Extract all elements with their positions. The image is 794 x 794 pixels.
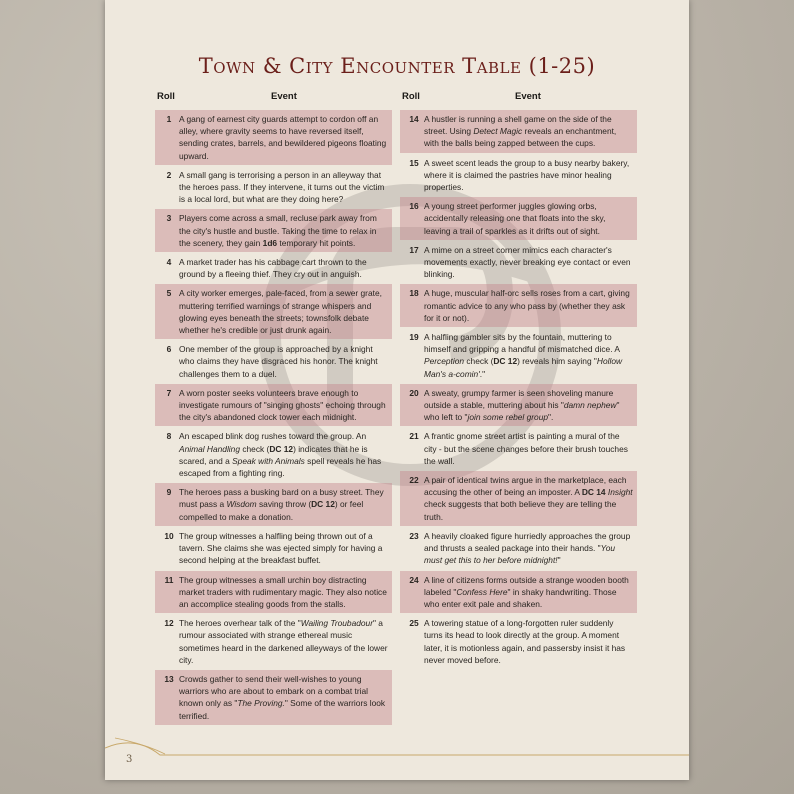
event-text-part: " a rumour associated with strange ethereal music sometimes heard in the darkened alleyways of the lower city. xyxy=(179,618,388,665)
event-text xyxy=(179,256,388,280)
event-text xyxy=(424,387,633,424)
table-row xyxy=(155,427,392,482)
table-row xyxy=(155,209,392,252)
event-text-part: " who left to " xyxy=(424,400,620,423)
event-text-part: A huge, muscular half-orc sells roses from a cart, giving romantic advice to any who pass by (whether they ask for it or not). xyxy=(424,288,630,323)
event-text-part: The group witnesses a small urchin boy distracting market traders with rudimentary magic. They also notice an accomplice stealing goods from the stalls. xyxy=(179,574,387,609)
roll-number: 4 xyxy=(166,257,172,268)
event-text xyxy=(179,169,388,206)
event-text-part: saving throw ( xyxy=(256,499,312,510)
event-text xyxy=(179,113,388,162)
event-text-part: check ( xyxy=(240,443,270,454)
table-row xyxy=(400,527,637,570)
event-text xyxy=(179,530,388,567)
roll-number: 23 xyxy=(409,530,419,541)
event-text-part: A hustler is running a shell game on the side of the street. Using xyxy=(424,114,612,137)
event-text-italic: Hollow Man's a-comin' xyxy=(424,356,623,379)
table-row xyxy=(155,384,392,427)
event-text-part: A young street performer juggles glowing orbs, accidentally releasing one that floats into the sky, leaving a trail of sparkles as it drifts out of sight. xyxy=(424,201,606,236)
table-row xyxy=(155,571,392,614)
event-text-part: A line of citizens forms outside a strange wooden booth labeled " xyxy=(424,574,629,597)
event-text-part: A city worker emerges, pale-faced, from a sewer grate, muttering terrified warnings of strange whispers and glowing eyes beneath the streets; townsfolk debate whether he's credible or just drunk again. xyxy=(179,288,382,336)
event-text-part: " Some of the warriors look terrified. xyxy=(179,698,386,721)
event-text xyxy=(179,673,388,722)
roll-number: 6 xyxy=(166,344,172,355)
encounter-table-right xyxy=(400,110,637,670)
event-text-part: One member of the group is approached by a knight who claims they have disgraced his honor. The knight challenges them to a duel. xyxy=(179,344,378,379)
event-text xyxy=(179,343,388,380)
encounter-table-left xyxy=(155,110,392,726)
event-text xyxy=(424,287,633,324)
event-text-italic: You must get this to her before midnight! xyxy=(424,543,616,566)
roll-number: 16 xyxy=(409,201,419,212)
event-text-part: ) reveals him saying " xyxy=(517,356,597,367)
roll-number: 11 xyxy=(164,574,174,585)
flourish-divider xyxy=(105,730,689,760)
table-row xyxy=(155,340,392,383)
event-text-part: A sweaty, grumpy farmer is seen shoveling manure outside a stable, muttering about his " xyxy=(424,387,614,411)
event-text-part: A market trader has his cabbage cart thrown to the ground by a fleeing thief. They cry out in anguish. xyxy=(179,257,367,280)
event-text-part: The heroes pass a busking bard on a busy street. They must pass a xyxy=(179,487,384,510)
event-text-part: A worn poster seeks volunteers brave enough to investigate rumours of "singing ghosts" echoing through the city's abandoned clock tower each midnight. xyxy=(179,387,386,423)
event-text-italic: The Proving. xyxy=(237,698,285,709)
roll-number: 18 xyxy=(409,288,419,299)
roll-number: 3 xyxy=(166,213,172,224)
page xyxy=(105,0,689,780)
roll-number: 9 xyxy=(166,487,172,498)
event-text xyxy=(424,474,633,523)
page-title: Town & City Encounter Table (1-25) xyxy=(198,54,596,78)
event-text-italic: Insight xyxy=(607,487,633,498)
event-text-part: " xyxy=(557,555,561,566)
roll-number: 15 xyxy=(409,157,419,168)
event-text-italic: Perception xyxy=(424,356,465,367)
event-text-bold: DC 12 xyxy=(493,356,518,367)
table-row xyxy=(155,253,392,283)
event-text xyxy=(179,212,388,249)
table-row xyxy=(400,241,637,284)
table-row xyxy=(155,614,392,669)
header-roll-right: Roll xyxy=(402,91,420,102)
roll-number: 7 xyxy=(166,387,172,398)
event-text-part: A small gang is terrorising a person in an alleyway that the heroes pass. If they intervene, it turns out the victim is a local lord, but what are they doing here? xyxy=(179,169,385,205)
roll-number: 1 xyxy=(166,114,172,124)
table-row xyxy=(400,384,637,427)
event-text xyxy=(424,113,633,150)
event-text xyxy=(179,430,388,479)
table-row xyxy=(400,427,637,470)
event-text-bold: DC 12 xyxy=(311,499,335,510)
event-text-part: temporary hit points. xyxy=(277,237,356,248)
roll-number: 10 xyxy=(164,530,174,541)
table-row xyxy=(400,614,637,669)
roll-number: 19 xyxy=(409,332,419,343)
event-text xyxy=(424,331,633,380)
event-text-part: A gang of earnest city guards attempt to cordon off an alley, where gravity seems to have reversed itself, sending crates, barrels, and bewildered pigeons floating upward. xyxy=(179,114,387,161)
table-row xyxy=(400,284,637,327)
table-row xyxy=(155,110,392,165)
event-text-part: The group witnesses a halfling being thrown out of a tavern. She claims she was ejected simply for having a second helping at the breakfast buffet. xyxy=(179,530,383,566)
event-text xyxy=(424,200,633,237)
event-text xyxy=(424,244,633,281)
event-text-italic: Wisdom xyxy=(226,499,257,510)
roll-number: 20 xyxy=(409,387,419,398)
table-row xyxy=(155,527,392,570)
event-text-bold: 1d6 xyxy=(262,237,278,248)
roll-number: 22 xyxy=(409,475,419,486)
header-roll-left: Roll xyxy=(157,91,175,102)
event-text-part: Crowds gather to send their well-wishes to young warriors who are about to embark on a combat trial known only as " xyxy=(179,673,368,709)
event-text-part: A heavily cloaked figure hurriedly approaches the group and thrusts a sealed package into their hands. " xyxy=(424,530,631,554)
event-text-italic: Detect Magic xyxy=(473,126,523,137)
roll-number: 24 xyxy=(409,574,419,585)
event-text-italic: Animal Handling xyxy=(179,443,240,454)
event-text xyxy=(424,574,633,611)
event-text xyxy=(179,617,388,666)
roll-number: 13 xyxy=(164,673,174,684)
table-row xyxy=(400,571,637,614)
event-text-part: " in shaky handwriting. Those who enter exit pale and shaken. xyxy=(424,586,617,609)
roll-number: 14 xyxy=(409,114,419,124)
event-text-part: ) or feel compelled to make a donation. xyxy=(179,499,364,522)
event-text-part: The heroes overhear talk of the " xyxy=(179,618,301,629)
event-text-bold: DC 14 xyxy=(581,487,606,498)
event-text xyxy=(424,430,633,467)
header-event-left: Event xyxy=(271,91,297,102)
event-text-italic: Speak with Animals xyxy=(232,455,305,466)
event-text-part: An escaped blink dog rushes toward the group. An xyxy=(179,431,367,442)
table-row xyxy=(155,284,392,339)
header-event-right: Event xyxy=(515,91,541,102)
event-text-part: A towering statue of a long-forgotten ruler suddenly turns its head to look directly at the group. A moment later, it is motionless again, and passersby insist it has never moved before. xyxy=(424,618,626,665)
roll-number: 17 xyxy=(409,244,419,255)
roll-number: 12 xyxy=(164,618,174,629)
roll-number: 21 xyxy=(409,431,419,442)
roll-number: 25 xyxy=(409,618,419,629)
event-text-part: A mime on a street corner mimics each character's movements exactly, never breaking eye contact or even blinking. xyxy=(424,244,631,280)
event-text-part: Players come across a small, recluse park away from the city's hustle and bustle. Taking the time to relax in the scenery, they gain xyxy=(179,213,377,248)
event-text xyxy=(179,287,388,336)
page-number: 3 xyxy=(126,754,133,765)
event-text-part: A halfling gambler sits by the fountain, muttering to himself and gripping a handful of mismatched dice. A xyxy=(424,332,620,355)
event-text-italic: join some rebel group xyxy=(467,412,549,423)
event-text xyxy=(424,617,633,666)
event-text-part: ." xyxy=(479,368,486,379)
event-text-part: A frantic gnome street artist is painting a mural of the city - but the scene changes before their brush touches the wall. xyxy=(424,431,628,466)
event-text xyxy=(179,486,388,523)
table-row xyxy=(400,471,637,526)
event-text-part: ) indicates that he is scared, and a xyxy=(179,443,368,466)
event-text-part: A sweet scent leads the group to a busy nearby bakery, where it is claimed the pastries have minor healing properties. xyxy=(424,157,630,193)
event-text-part: check suggests that both believe they are telling the truth. xyxy=(424,499,617,522)
event-text-italic: Confess Here xyxy=(456,586,508,597)
roll-number: 8 xyxy=(166,431,172,442)
table-row xyxy=(400,197,637,240)
event-text-italic: damn nephew xyxy=(563,400,617,411)
event-text xyxy=(179,387,388,424)
event-text-part: A pair of identical twins argue in the marketplace, each accusing the other of being an imposter. A xyxy=(424,475,627,498)
event-text-part: check ( xyxy=(464,356,494,367)
table-row xyxy=(155,166,392,209)
table-row xyxy=(400,154,637,197)
event-text-part: reveals an enchantment, with the balls being zapped between the cups. xyxy=(424,126,617,149)
event-text-part: spell reveals he has escaped from a fighting ring. xyxy=(179,455,382,479)
event-text-italic: Wailing Troubadour xyxy=(300,618,373,629)
event-text xyxy=(424,157,633,194)
event-text-part: ". xyxy=(548,412,554,423)
table-row xyxy=(400,328,637,383)
table-row xyxy=(400,110,637,153)
table-row xyxy=(155,670,392,725)
roll-number: 5 xyxy=(166,288,172,299)
event-text-bold: DC 12 xyxy=(269,443,294,454)
roll-number: 2 xyxy=(166,169,172,180)
event-text xyxy=(424,530,633,567)
table-row xyxy=(155,483,392,526)
event-text xyxy=(179,574,388,611)
